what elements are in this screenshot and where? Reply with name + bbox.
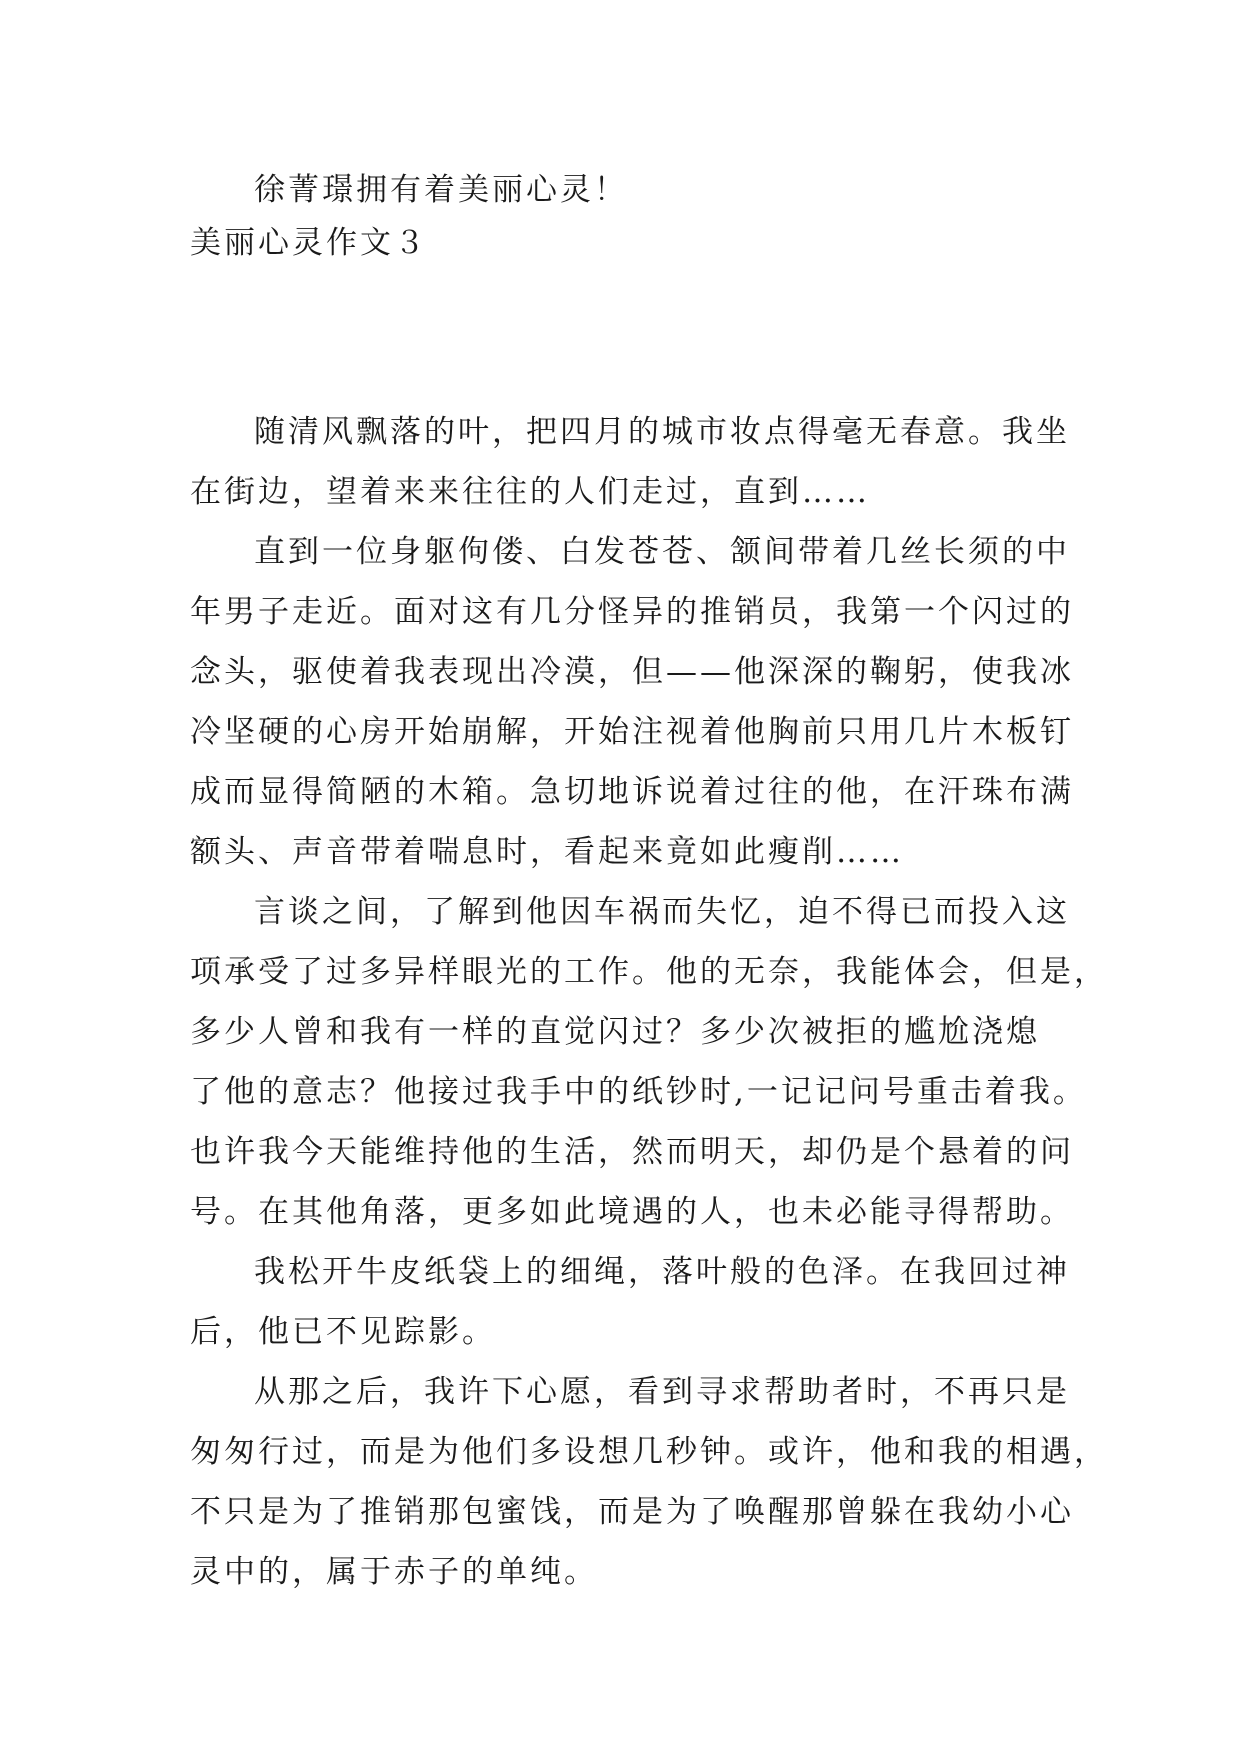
paragraph-line: 不只是为了推销那包蜜饯，而是为了唤醒那曾躲在我幼小心 <box>190 1494 1074 1530</box>
paragraph <box>190 402 1070 522</box>
section-gap <box>190 273 1060 402</box>
paragraph-line: 后，他已不见踪影。 <box>190 1314 496 1350</box>
paragraph-line: 冷坚硬的心房开始崩解，开始注视着他胸前只用几片木板钉 <box>190 714 1074 750</box>
paragraph <box>190 522 1074 882</box>
paragraph-line: 号。在其他角落，更多如此境遇的人，也未必能寻得帮助。 <box>190 1194 1074 1230</box>
paragraph-line: 项承受了过多异样眼光的工作。他的无奈，我能体会，但是， <box>190 954 1108 990</box>
paragraph-line: 也许我今天能维持他的生活，然而明天，却仍是个悬着的问 <box>190 1134 1074 1170</box>
paragraph-line: 额头、声音带着喘息时，看起来竟如此瘦削…… <box>190 834 904 870</box>
paragraph-line: 多少人曾和我有一样的直觉闪过？多少次被拒的尴尬浇熄 <box>190 1014 1040 1050</box>
paragraph-line: 了他的意志？他接过我手中的纸钞时,一记记问号重击着我。 <box>190 1074 1087 1110</box>
closing-line: 徐菁璟拥有着美丽心灵！ <box>254 172 628 208</box>
paragraph-line: 直到一位身躯佝偻、白发苍苍、颔间带着几丝长须的中 <box>254 534 1070 570</box>
paragraph <box>190 1242 1070 1362</box>
paragraph-line: 灵中的，属于赤子的单纯。 <box>190 1554 598 1590</box>
paragraph-line: 匆匆行过，而是为他们多设想几秒钟。或许，他和我的相遇， <box>190 1434 1108 1470</box>
paragraph-line: 随清风飘落的叶，把四月的城市妆点得毫无春意。我坐 <box>254 414 1070 450</box>
paragraph-line: 从那之后，我许下心愿，看到寻求帮助者时，不再只是 <box>254 1374 1070 1410</box>
paragraph-line: 成而显得简陋的木箱。急切地诉说着过往的他，在汗珠布满 <box>190 774 1074 810</box>
paragraph <box>190 882 1108 1242</box>
paragraph-line: 年男子走近。面对这有几分怪异的推销员，我第一个闪过的 <box>190 594 1074 630</box>
paragraph <box>190 1362 1108 1602</box>
paragraph-line: 我松开牛皮纸袋上的细绳，落叶般的色泽。在我回过神 <box>254 1254 1070 1290</box>
paragraph-line: 在街边，望着来来往往的人们走过，直到…… <box>190 474 870 510</box>
essay-title: 美丽心灵作文３ <box>190 225 428 261</box>
paragraph-line: 言谈之间，了解到他因车祸而失忆，迫不得已而投入这 <box>254 894 1070 930</box>
document-body <box>190 160 1108 1602</box>
paragraph-line: 念头，驱使着我表现出冷漠，但——他深深的鞠躬，使我冰 <box>190 654 1074 690</box>
